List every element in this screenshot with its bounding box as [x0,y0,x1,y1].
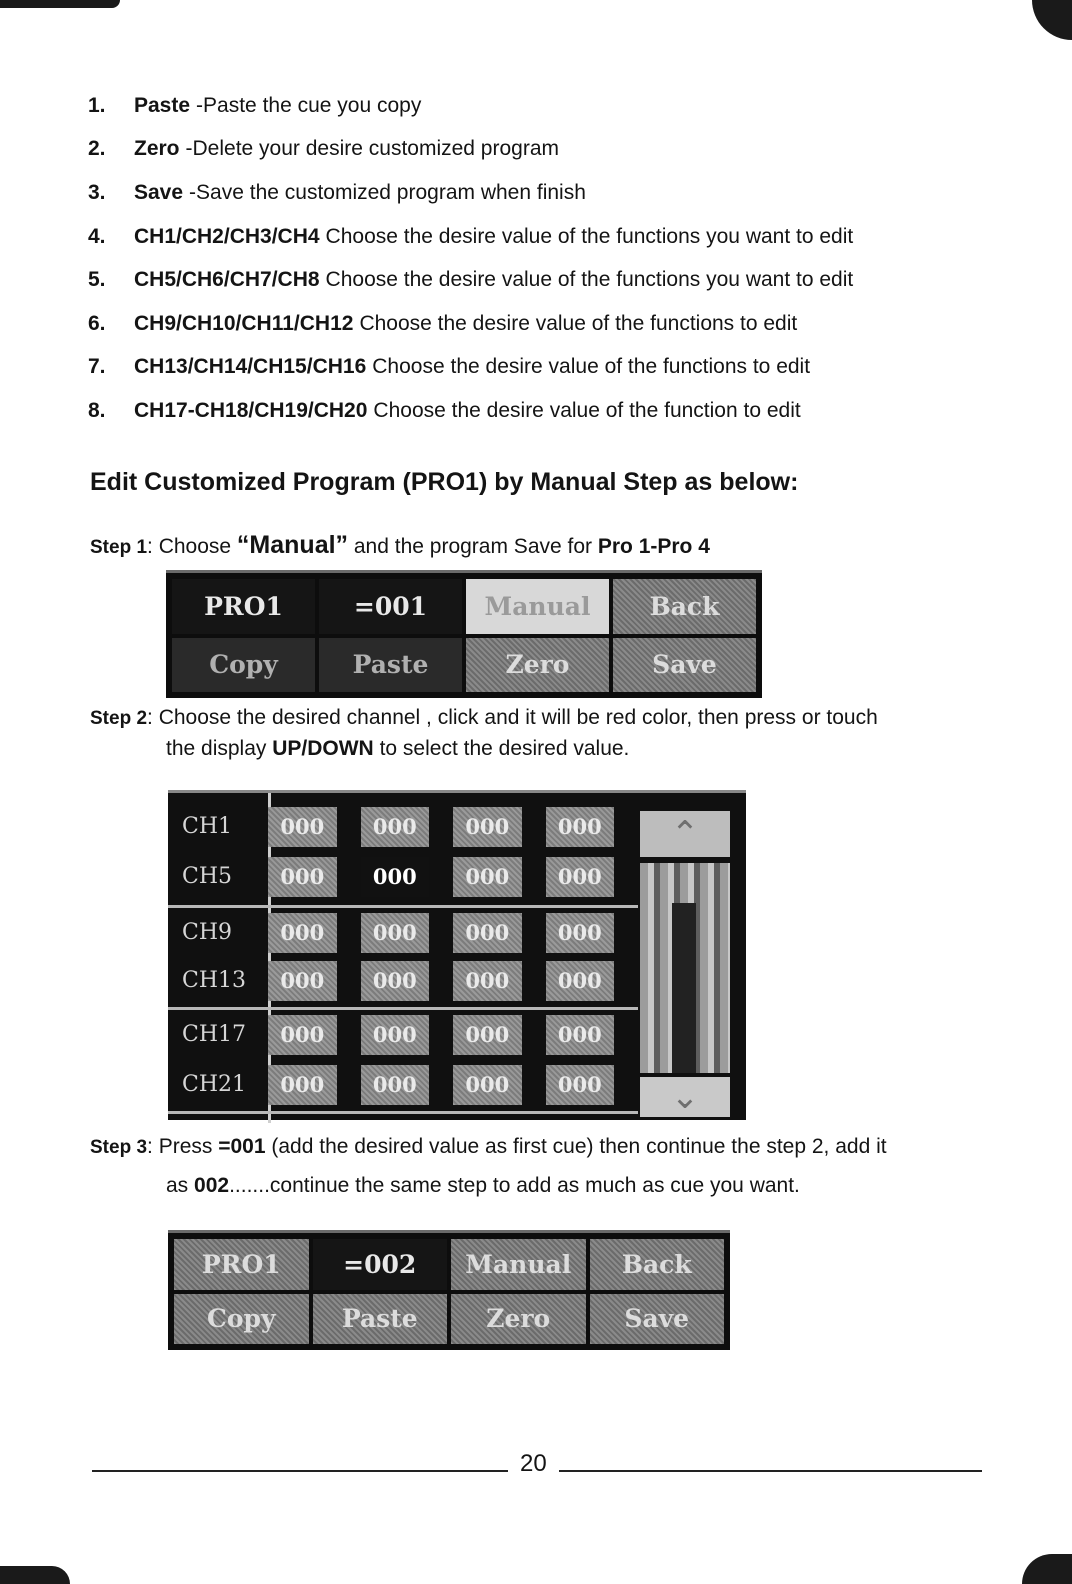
program-range: Pro 1-Pro 4 [597,535,710,558]
channel-value-cell[interactable]: 000 [361,1015,429,1055]
item-number: 5. [88,268,106,292]
up-down-keyword: UP/DOWN [272,737,374,760]
item-term: Zero [134,137,180,161]
page-corner-shadow [1032,0,1072,40]
step-label: Step 2 [90,708,148,729]
channel-value-cell[interactable]: 000 [546,913,614,953]
item-number: 4. [88,224,106,248]
zero-button[interactable]: Zero [466,638,609,693]
channel-value-cell[interactable]: 000 [546,807,614,847]
list-item [88,346,1008,390]
item-term: CH9/CH10/CH11/CH12 [134,311,354,335]
step-text: as [166,1174,195,1197]
list-item [88,171,1008,215]
item-number: 7. [88,355,106,379]
channel-row [168,801,638,852]
step-text: to select the desired value. [373,737,630,760]
item-number: 8. [88,398,106,422]
chevron-up-icon: ⌃ [670,815,700,853]
paste-button[interactable]: Paste [319,638,462,693]
channel-value-cell[interactable]: 000 [268,913,336,953]
channel-value-cell-selected[interactable]: 000 [361,857,429,897]
step-text-line [90,734,878,764]
channel-row [168,851,638,902]
list-item [88,84,1008,128]
list-item [88,128,1008,172]
scrollbar-thumb[interactable] [672,903,696,1073]
channel-value-cell[interactable]: 000 [361,913,429,953]
copy-button[interactable]: Copy [174,1294,309,1345]
step-2-instruction [90,703,878,764]
channel-value-cell[interactable]: 000 [546,1065,614,1105]
back-button[interactable]: Back [613,579,756,634]
item-term: CH5/CH6/CH7/CH8 [134,268,320,292]
item-term: CH17-CH18/CH19/CH20 [134,398,368,422]
step-text-line [90,1171,887,1201]
item-description: -Delete your desire customized program [185,137,560,161]
step-text: : Press [147,1135,219,1158]
copy-button[interactable]: Copy [172,638,315,693]
channel-row [168,1009,638,1060]
channel-value-cell[interactable]: 000 [268,1065,336,1105]
group-divider [168,1111,638,1114]
list-item [88,389,1008,433]
channel-value-cell[interactable]: 000 [453,807,521,847]
channel-value-cell[interactable]: 000 [546,961,614,1001]
channel-row [168,955,638,1006]
scroll-down-button[interactable] [640,1077,730,1117]
manual-button[interactable]: Manual [451,1239,586,1290]
channel-label: CH9 [182,920,233,945]
step-text: : Choose the desired channel , click and it will be red color, then press or touch [147,706,878,729]
function-list [88,84,1008,433]
channel-value-cell[interactable]: 000 [453,961,521,1001]
list-item [88,258,1008,302]
page-number: 20 [508,1450,559,1478]
channel-row [168,907,638,958]
scroll-up-button[interactable] [640,811,730,857]
section-heading: Edit Customized Program (PRO1) by Manual Step as below: [90,468,799,496]
item-number: 1. [88,93,106,117]
step-text: .......continue the same step to add as much as cue you want. [229,1174,800,1197]
manual-highlight: “Manual” [236,531,349,559]
channel-value-cell[interactable]: 000 [453,857,521,897]
step-label: Step 3 [90,1137,148,1158]
channel-row [168,1059,638,1110]
channel-label: CH5 [182,864,233,889]
page-corner-shadow [0,0,120,8]
step-text: : Choose [147,535,237,558]
step-3-instruction [90,1132,887,1201]
list-item [88,215,1008,259]
step-text: the display [166,737,273,760]
item-description: Choose the desire value of the functions to edit [372,355,811,379]
channel-value-grid [168,790,746,1120]
chevron-down-icon: ⌄ [670,1078,700,1116]
channel-label: CH21 [182,1072,247,1097]
program-control-panel-2 [168,1230,730,1350]
zero-button[interactable]: Zero [451,1294,586,1345]
manual-button[interactable]: Manual [466,579,609,634]
cue-keyword: =001 [218,1135,266,1158]
channel-value-cell[interactable]: 000 [361,807,429,847]
channel-value-cell[interactable]: 000 [453,1015,521,1055]
channel-value-cell[interactable]: 000 [546,1015,614,1055]
page-corner-shadow [0,1566,70,1584]
save-button[interactable]: Save [590,1294,725,1345]
step-label: Step 1 [90,537,148,558]
program-label-button[interactable]: PRO1 [174,1239,309,1290]
channel-value-cell[interactable]: 000 [268,961,336,1001]
step-1-instruction [90,530,710,563]
save-button[interactable]: Save [613,638,756,693]
channel-value-cell[interactable]: 000 [546,857,614,897]
item-term: CH1/CH2/CH3/CH4 [134,224,320,248]
channel-label: CH1 [182,814,233,839]
cue-number-button[interactable]: =001 [319,579,462,634]
channel-label: CH13 [182,968,247,993]
item-term: Paste [134,93,191,117]
item-description: Choose the desire value of the functions you want to edit [325,224,854,248]
list-item [88,302,1008,346]
program-label-button[interactable]: PRO1 [172,579,315,634]
channel-value-cell[interactable]: 000 [268,1015,336,1055]
item-number: 3. [88,180,106,204]
channel-value-cell[interactable]: 000 [268,857,336,897]
item-description: -Paste the cue you copy [196,93,422,117]
step-text: (add the desired value as first cue) then continue the step 2, add it [265,1135,887,1158]
cue-number-button[interactable]: =002 [313,1239,448,1290]
channel-value-cell[interactable]: 000 [268,807,336,847]
item-description: Choose the desire value of the functions you want to edit [325,268,854,292]
item-description: Choose the desire value of the function to edit [373,398,801,422]
program-control-panel [166,570,762,698]
channel-value-cell[interactable]: 000 [361,1065,429,1105]
back-button[interactable]: Back [590,1239,725,1290]
channel-value-cell[interactable]: 000 [361,961,429,1001]
item-number: 6. [88,311,106,335]
step-text: and the program Save for [348,535,598,558]
cue-keyword: 002 [194,1174,230,1197]
channel-value-cell[interactable]: 000 [453,1065,521,1105]
item-term: Save [134,180,184,204]
paste-button[interactable]: Paste [313,1294,448,1345]
item-description: Choose the desire value of the functions to edit [359,311,798,335]
item-term: CH13/CH14/CH15/CH16 [134,355,367,379]
item-number: 2. [88,137,106,161]
channel-label: CH17 [182,1022,247,1047]
item-description: -Save the customized program when finish [189,180,586,204]
channel-value-cell[interactable]: 000 [453,913,521,953]
page-corner-shadow [1022,1554,1072,1584]
